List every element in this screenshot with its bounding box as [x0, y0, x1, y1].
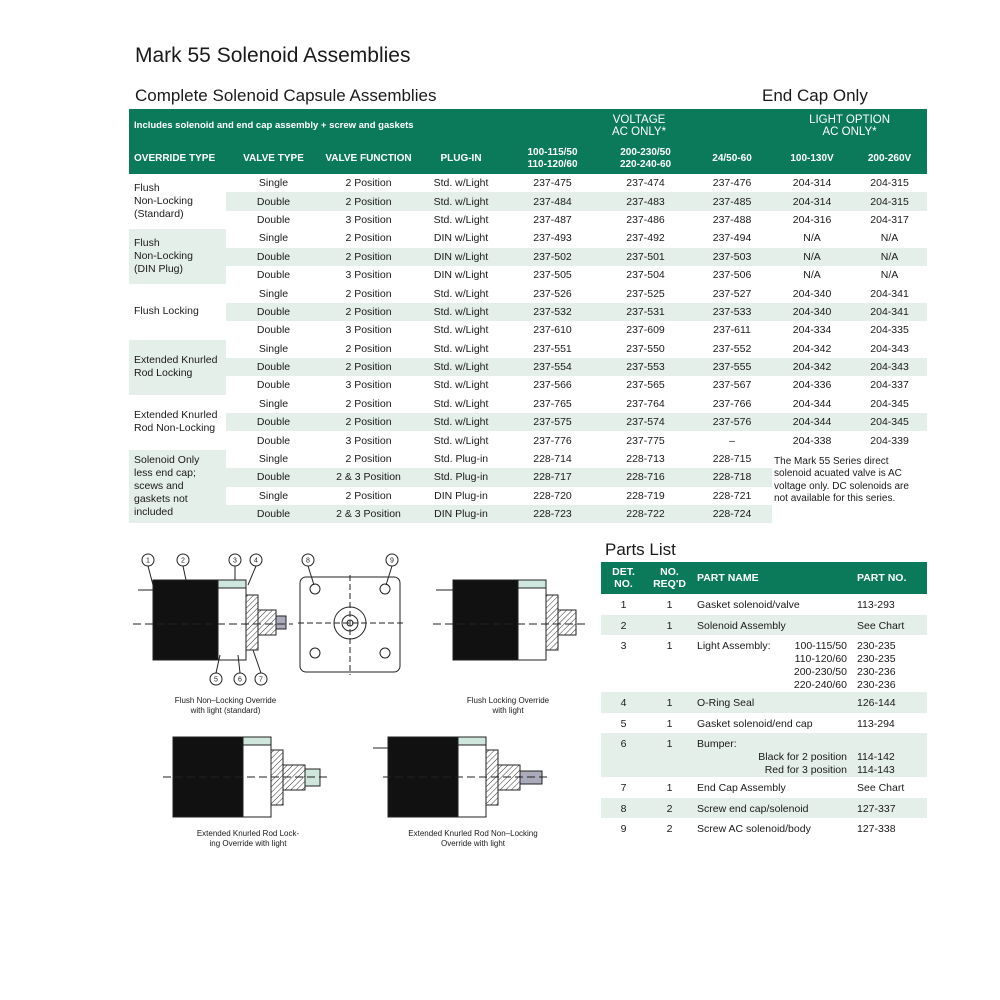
override-type: Solenoid Only less end cap; scews and gaskets not included: [129, 450, 226, 524]
part-no: [853, 733, 927, 777]
table-cell: 237-501: [599, 248, 692, 266]
table-cell: 2 Position: [345, 342, 392, 355]
table-cell: 204-342: [792, 342, 832, 355]
parts-row: [601, 615, 927, 636]
table-cell: N/A: [803, 269, 821, 282]
table-cell: Single: [258, 453, 289, 466]
table-cell: 204-315: [870, 177, 909, 190]
drawing-flush-non-locking: [133, 554, 293, 685]
table-row: [129, 395, 927, 413]
table-cell: 237-474: [626, 177, 665, 190]
no-reqd: 2: [666, 823, 673, 835]
parts-row: [601, 818, 927, 839]
drawing-extended-locking: [163, 737, 328, 817]
header-note: Includes solenoid and end cap assembly + screw and gaskets: [129, 109, 506, 143]
table-cell: 237-567: [712, 379, 752, 392]
table-cell: 237-576: [692, 413, 772, 431]
voltage-label: 100-115/50: [794, 640, 847, 652]
override-type: Extended Knurled Rod Locking: [129, 340, 226, 395]
table-cell: 237-575: [506, 413, 599, 431]
table-cell: 3 Position: [345, 269, 392, 282]
table-cell: 204-341: [870, 287, 909, 300]
light-option-header: LIGHT OPTION AC ONLY*: [772, 109, 927, 143]
table-cell: 237-494: [712, 232, 752, 245]
column-header: PLUG-IN: [416, 143, 506, 174]
table-cell: N/A: [772, 248, 852, 266]
part-no: 127-338: [857, 823, 896, 835]
table-cell: Std. w/Light: [416, 413, 506, 431]
table-cell: Std. w/Light: [433, 379, 489, 392]
no-reqd: 2: [646, 798, 693, 819]
table-cell: 3 Position: [345, 434, 392, 447]
det-no: 9: [620, 823, 627, 835]
table-cell: 204-340: [772, 303, 852, 321]
table-cell: Double: [256, 379, 291, 392]
parts-row: [601, 733, 927, 777]
table-cell: Double: [256, 434, 291, 447]
sub-part-no: 230-235: [857, 640, 896, 652]
table-cell: 237-483: [599, 192, 692, 210]
table-cell: DIN w/Light: [416, 248, 506, 266]
callout-5: 5: [214, 676, 218, 684]
end-cap-title: End Cap Only: [762, 86, 868, 105]
table-cell: 237-565: [626, 379, 665, 392]
table-cell: 204-344: [792, 397, 832, 410]
voltage-label: 220-240/60: [793, 679, 847, 691]
parts-row: [601, 635, 927, 692]
table-cell: 204-343: [852, 358, 927, 376]
table-cell: 228-714: [533, 453, 572, 466]
no-reqd: 1: [666, 717, 673, 730]
table-cell: Std. w/Light: [433, 287, 489, 300]
table-cell: DIN Plug-in: [434, 489, 488, 502]
override-type: Extended Knurled Rod Non-Locking: [134, 409, 218, 435]
table-row: [129, 340, 927, 358]
table-cell: 3 Position: [345, 324, 392, 337]
table-cell: N/A: [803, 232, 821, 245]
override-type: Flush Non-Locking (Standard): [134, 182, 193, 221]
table-row: [129, 303, 927, 321]
no-reqd: 1: [646, 615, 693, 636]
table-cell: Double: [226, 358, 321, 376]
table-cell: 204-338: [792, 434, 832, 447]
table-cell: 2 Position: [321, 192, 416, 210]
sub-part-no: 114-143: [857, 764, 895, 776]
override-type: Flush Non-Locking (DIN Plug): [129, 229, 226, 284]
parts-row: [601, 692, 927, 713]
part-name: Gasket solenoid/end cap: [697, 717, 813, 730]
callout-1: 1: [146, 557, 150, 565]
table-cell: 228-718: [692, 468, 772, 486]
table-cell: 237-526: [533, 287, 572, 300]
table-cell: Double: [256, 324, 291, 337]
table-cell: Std. w/Light: [433, 213, 489, 226]
column-header: 100-115/50 110-120/60: [506, 143, 599, 174]
table-cell: 228-717: [506, 468, 599, 486]
table-cell: 237-574: [599, 413, 692, 431]
det-no: 7: [620, 782, 627, 794]
column-header: VALVE TYPE: [226, 143, 321, 174]
table-row: [129, 376, 927, 394]
table-cell: 204-317: [870, 213, 909, 226]
part-no: [853, 635, 927, 692]
table-cell: 237-493: [533, 232, 572, 245]
table-cell: 228-715: [712, 453, 752, 466]
table-cell: Double: [256, 269, 291, 282]
sub-part-no: 230-236: [857, 679, 896, 691]
table-cell: 204-342: [772, 358, 852, 376]
table-cell: 237-502: [506, 248, 599, 266]
assembly-drawings: [128, 545, 598, 855]
table-cell: 204-316: [792, 213, 832, 226]
no-reqd: 1: [666, 640, 673, 652]
table-cell: 237-550: [626, 342, 665, 355]
table-cell: Std. w/Light: [416, 358, 506, 376]
table-cell: 237-532: [506, 303, 599, 321]
table-cell: 237-476: [712, 177, 752, 190]
table-cell: 2 Position: [345, 287, 392, 300]
part-name: Solenoid Assembly: [693, 615, 853, 636]
table-cell: 204-335: [870, 324, 909, 337]
table-cell: 204-343: [870, 342, 909, 355]
column-header: 200-230/50 220-240-60: [599, 143, 692, 174]
column-header: OVERRIDE TYPE: [129, 143, 226, 174]
no-reqd: 1: [666, 599, 673, 611]
table-cell: 2 Position: [345, 489, 392, 502]
det-no: 8: [601, 798, 646, 819]
table-cell: 237-487: [533, 213, 572, 226]
table-cell: 204-337: [870, 379, 909, 392]
table-cell: 237-775: [626, 434, 665, 447]
table-cell: Double: [226, 248, 321, 266]
table-cell: 237-776: [533, 434, 572, 447]
table-cell: 237-551: [533, 342, 572, 355]
table-cell: 2 Position: [345, 453, 392, 466]
callout-8: 8: [306, 557, 310, 565]
table-cell: 2 Position: [345, 397, 392, 410]
parts-column-header: NO. REQ'D: [646, 562, 693, 594]
drawing-extended-non-locking: [373, 737, 548, 817]
table-cell: DIN w/Light: [433, 269, 489, 282]
det-no: 2: [601, 615, 646, 636]
table-cell: Std. w/Light: [433, 434, 489, 447]
parts-column-header: DET. NO.: [601, 562, 646, 594]
table-cell: 237-504: [626, 269, 665, 282]
table-cell: 237-531: [599, 303, 692, 321]
table-row: [129, 211, 927, 229]
table-cell: Double: [226, 303, 321, 321]
table-cell: 3 Position: [345, 379, 392, 392]
table-cell: Std. Plug-in: [416, 468, 506, 486]
part-no: 127-337: [853, 798, 927, 819]
table-row: [129, 284, 927, 302]
table-cell: N/A: [880, 232, 899, 245]
table-cell: Std. w/Light: [433, 324, 489, 337]
column-header: 24/50-60: [692, 143, 772, 174]
table-cell: 237-553: [599, 358, 692, 376]
part-name-label: Light Assembly:: [697, 640, 771, 652]
det-no: 1: [620, 599, 627, 611]
det-no: 4: [601, 692, 646, 713]
parts-row: [601, 777, 927, 798]
table-cell: 228-724: [692, 505, 772, 523]
table-cell: 2 Position: [321, 248, 416, 266]
part-name: Screw end cap/solenoid: [693, 798, 853, 819]
table-cell: 228-721: [712, 489, 752, 502]
table-cell: Std. w/Light: [416, 303, 506, 321]
bumper-option: Red for 3 position: [764, 764, 847, 776]
parts-row: [601, 594, 927, 615]
part-name: Gasket solenoid/valve: [697, 599, 800, 611]
table-cell: 204-345: [870, 397, 909, 410]
part-no: See Chart: [857, 782, 905, 794]
drawing-flush-locking: [433, 580, 588, 660]
callout-9: 9: [390, 557, 394, 565]
table-cell: 237-766: [712, 397, 752, 410]
table-cell: 228-713: [626, 453, 665, 466]
table-cell: Std. w/Light: [416, 192, 506, 210]
table-cell: 2 Position: [321, 413, 416, 431]
parts-row: [601, 713, 927, 734]
part-name: End Cap Assembly: [697, 782, 786, 794]
series-footnote: The Mark 55 Series direct solenoid acuated valve is AC voltage only. DC solenoids are not available for this series.: [774, 455, 909, 505]
table-cell: Double: [256, 213, 291, 226]
column-header: VALVE FUNCTION: [321, 143, 416, 174]
table-row: [129, 413, 927, 431]
sub-part-no: 114-142: [857, 751, 895, 763]
table-cell: 2 Position: [345, 232, 392, 245]
sub-part-no: 230-236: [857, 666, 896, 678]
table-cell: Double: [226, 505, 321, 523]
table-cell: Std. w/Light: [433, 177, 489, 190]
voltage-label: 110-120/60: [794, 653, 847, 665]
part-name: [693, 635, 853, 692]
table-cell: Single: [258, 177, 289, 190]
table-cell: 237-533: [692, 303, 772, 321]
table-cell: 204-341: [852, 303, 927, 321]
det-no: 3: [620, 640, 627, 652]
table-row: [129, 358, 927, 376]
table-cell: 237-486: [626, 213, 665, 226]
table-cell: 204-314: [792, 177, 832, 190]
table-cell: 237-764: [626, 397, 665, 410]
part-name: O-Ring Seal: [693, 692, 853, 713]
table-cell: N/A: [852, 248, 927, 266]
table-cell: Single: [258, 489, 289, 502]
table-cell: Single: [258, 342, 289, 355]
table-cell: N/A: [880, 269, 899, 282]
parts-column-header: PART NO.: [853, 562, 927, 594]
table-cell: 2 Position: [321, 358, 416, 376]
table-cell: Std. w/Light: [433, 342, 489, 355]
table-cell: Std. w/Light: [433, 397, 489, 410]
page-title: Mark 55 Solenoid Assemblies: [135, 44, 411, 67]
table-cell: Single: [258, 397, 289, 410]
table-row: [129, 431, 927, 449]
table-cell: 228-720: [533, 489, 572, 502]
part-name-label: Bumper:: [697, 738, 737, 750]
caption-flush-non-locking: Flush Non–Locking Override with light (standard): [174, 696, 277, 715]
parts-row: [601, 798, 927, 819]
table-cell: 204-339: [870, 434, 909, 447]
callout-7: 7: [259, 676, 263, 684]
table-cell: 237-506: [712, 269, 752, 282]
callout-4: 4: [254, 557, 258, 565]
parts-list-title: Parts List: [605, 540, 676, 559]
table-cell: 237-488: [712, 213, 752, 226]
table-cell: 228-719: [626, 489, 665, 502]
voltage-header: VOLTAGE AC ONLY*: [506, 109, 772, 143]
table-cell: 204-314: [772, 192, 852, 210]
sub-part-no: 230-235: [857, 653, 896, 665]
column-header: 200-260V: [852, 143, 927, 174]
callout-2: 2: [181, 557, 185, 565]
table-cell: 204-345: [852, 413, 927, 431]
parts-list-table: [601, 562, 927, 839]
override-type: Flush Locking: [134, 305, 199, 318]
det-no: 6: [601, 733, 646, 777]
no-reqd: 1: [666, 782, 673, 794]
table-cell: 237-555: [692, 358, 772, 376]
table-cell: 228-716: [599, 468, 692, 486]
table-cell: 237-765: [533, 397, 572, 410]
table-cell: 228-723: [506, 505, 599, 523]
table-cell: 237-611: [713, 324, 751, 337]
table-row: [129, 174, 927, 192]
table-cell: Single: [258, 232, 289, 245]
parts-column-header: PART NAME: [693, 562, 853, 594]
part-name: Screw AC solenoid/body: [697, 823, 811, 835]
table-cell: 237-492: [626, 232, 665, 245]
table-cell: DIN w/Light: [433, 232, 489, 245]
drawing-end-view: [298, 554, 403, 675]
no-reqd: 1: [646, 692, 693, 713]
caption-extended-locking: Extended Knurled Rod Lock- ing Override with light: [196, 829, 300, 848]
table-cell: 204-340: [792, 287, 832, 300]
det-no: 5: [620, 717, 627, 730]
part-no: 113-293: [857, 599, 895, 611]
table-row: [129, 248, 927, 266]
table-cell: 2 & 3 Position: [321, 505, 416, 523]
table-cell: 228-722: [599, 505, 692, 523]
table-cell: 3 Position: [345, 213, 392, 226]
no-reqd: 1: [646, 733, 693, 777]
table-row: [129, 192, 927, 210]
bumper-option: Black for 2 position: [758, 751, 847, 763]
table-cell: 237-610: [533, 324, 572, 337]
voltage-label: 200-230/50: [793, 666, 847, 678]
table-cell: –: [729, 434, 735, 447]
table-cell: 204-336: [792, 379, 832, 392]
part-no: 126-144: [853, 692, 927, 713]
callout-6: 6: [238, 676, 242, 684]
table-cell: 237-554: [506, 358, 599, 376]
table-cell: Single: [258, 287, 289, 300]
table-cell: 237-485: [692, 192, 772, 210]
table-cell: 204-344: [772, 413, 852, 431]
table-cell: 2 Position: [321, 303, 416, 321]
table-cell: Double: [226, 192, 321, 210]
part-no: See Chart: [853, 615, 927, 636]
table-cell: 237-484: [506, 192, 599, 210]
column-header: 100-130V: [772, 143, 852, 174]
table-cell: 237-566: [533, 379, 572, 392]
table-row: [129, 266, 927, 284]
assemblies-table: [129, 109, 927, 523]
table-cell: 237-609: [626, 324, 665, 337]
section-title: Complete Solenoid Capsule Assemblies: [135, 86, 437, 105]
table-row: [129, 229, 927, 247]
table-cell: DIN Plug-in: [416, 505, 506, 523]
table-cell: 237-552: [712, 342, 752, 355]
table-cell: 237-527: [712, 287, 752, 300]
part-no: 113-294: [857, 717, 895, 730]
table-cell: Double: [226, 413, 321, 431]
caption-extended-non-locking: Extended Knurled Rod Non–Locking Override with light: [408, 829, 538, 848]
table-cell: 204-315: [852, 192, 927, 210]
table-row: [129, 321, 927, 339]
table-row: [129, 450, 927, 468]
table-cell: 237-475: [533, 177, 572, 190]
table-cell: 2 Position: [345, 177, 392, 190]
table-cell: 237-503: [692, 248, 772, 266]
callout-3: 3: [233, 557, 237, 565]
table-cell: 237-525: [626, 287, 665, 300]
part-name: [693, 733, 853, 777]
table-cell: Double: [226, 468, 321, 486]
table-cell: 204-334: [792, 324, 832, 337]
table-cell: 237-505: [533, 269, 572, 282]
table-cell: 2 & 3 Position: [321, 468, 416, 486]
table-cell: Std. Plug-in: [433, 453, 489, 466]
caption-flush-locking: Flush Locking Override with light: [466, 696, 550, 715]
